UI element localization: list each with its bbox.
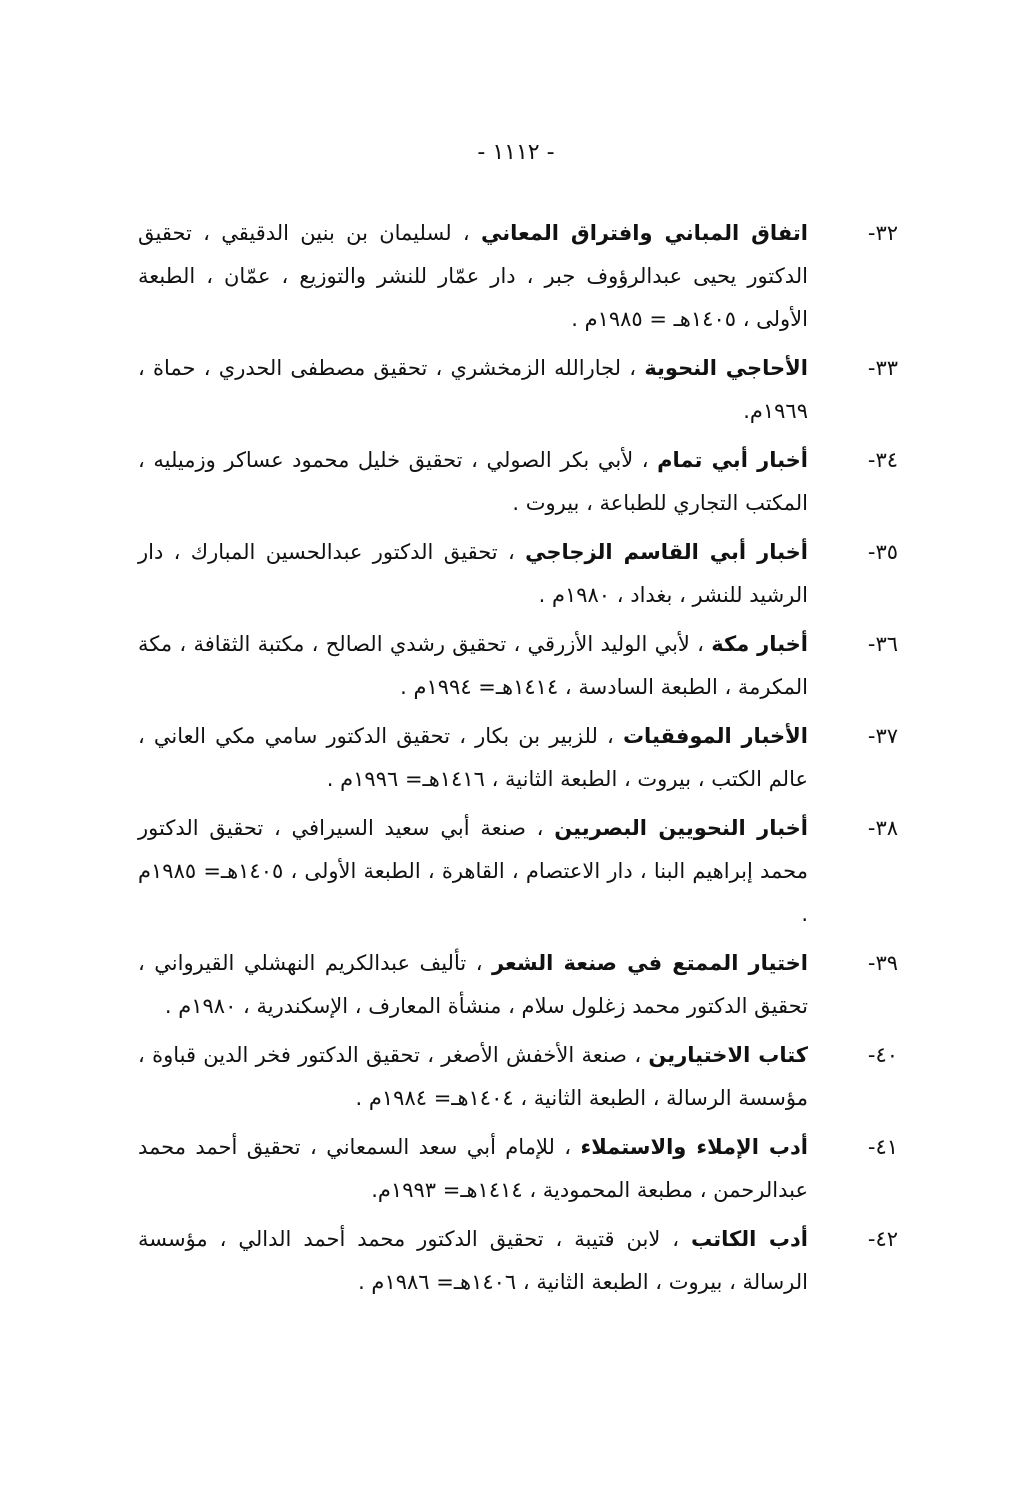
entry-title: اختيار الممتع في صنعة الشعر <box>491 951 808 975</box>
entry-title: اتفاق المباني وافتراق المعاني <box>480 221 808 245</box>
entry-number: ٣٨- <box>867 816 898 840</box>
bibliography-entry <box>138 715 898 801</box>
entry-details: ، للإمام أبي سعد السمعاني ، تحقيق أحمد محمد عبدالرحمن ، مطبعة المحمودية ، ١٤١٤هـ= ١٩٩٣م. <box>138 1135 808 1202</box>
entry-details: ، صنعة الأخفش الأصغر ، تحقيق الدكتور فخر الدين قباوة ، مؤسسة الرسالة ، الطبعة الثانية ، ١٤٠٤هـ= ١٩٨٤م . <box>138 1043 808 1110</box>
page-number: - ١١١٢ - <box>477 140 555 165</box>
entry-number: ٣٦- <box>867 632 898 656</box>
entry-number: ٤١- <box>867 1135 898 1159</box>
entry-number: ٤٠- <box>867 1043 898 1067</box>
entry-title: الأحاجي النحوية <box>644 356 808 380</box>
entry-details: ، لأبي الوليد الأزرقي ، تحقيق رشدي الصالح ، مكتبة الثقافة ، مكة المكرمة ، الطبعة السادسة ، ١٤١٤هـ= ١٩٩٤م . <box>138 632 808 699</box>
entry-number: ٣٥- <box>867 540 898 564</box>
entry-details: ، تأليف عبدالكريم النهشلي القيرواني ، تحقيق الدكتور محمد زغلول سلام ، منشأة المعارف ، الإسكندرية ، ١٩٨٠م . <box>138 951 808 1018</box>
entry-details: ، تحقيق الدكتور عبدالحسين المبارك ، دار الرشيد للنشر ، بغداد ، ١٩٨٠م . <box>138 540 808 607</box>
entry-details: ، لابن قتيبة ، تحقيق الدكتور محمد أحمد الدالي ، مؤسسة الرسالة ، بيروت ، الطبعة الثانية ، ١٤٠٦هـ= ١٩٨٦م . <box>138 1227 808 1294</box>
entry-details: ، للزبير بن بكار ، تحقيق الدكتور سامي مكي العاني ، عالم الكتب ، بيروت ، الطبعة الثانية ، ١٤١٦هـ= ١٩٩٦م . <box>138 724 808 791</box>
entry-title: كتاب الاختيارين <box>648 1043 808 1067</box>
bibliography-entry <box>138 1034 898 1120</box>
entry-number: ٣٢- <box>867 221 898 245</box>
entry-title: أخبار مكة <box>711 632 808 656</box>
bibliography-entry <box>138 531 898 617</box>
entry-details: ، لسليمان بن بنين الدقيقي ، تحقيق الدكتور يحيى عبدالرؤوف جبر ، دار عمّار للنشر والتوزيع ، عمّان ، الطبعة الأولى ، ١٤٠٥هـ = ١٩٨٥م . <box>138 221 808 331</box>
bibliography-list <box>138 212 898 1310</box>
bibliography-entry <box>138 623 898 709</box>
bibliography-entry <box>138 942 898 1028</box>
bibliography-entry <box>138 212 898 341</box>
bibliography-entry <box>138 807 898 936</box>
entry-number: ٣٧- <box>867 724 898 748</box>
entry-title: أدب الإملاء والاستملاء <box>580 1135 809 1159</box>
bibliography-entry <box>138 439 898 525</box>
entry-title: الأخبار الموفقيات <box>622 724 808 748</box>
bibliography-entry <box>138 347 898 433</box>
entry-details: ، لجارالله الزمخشري ، تحقيق مصطفى الحدري ، حماة ، ١٩٦٩م. <box>138 356 808 423</box>
entry-title: أخبار النحويين البصريين <box>554 816 808 840</box>
entry-title: أخبار أبي القاسم الزجاجي <box>525 540 808 564</box>
entry-title: أخبار أبي تمام <box>657 448 808 472</box>
bibliography-entry <box>138 1218 898 1304</box>
bibliography-entry <box>138 1126 898 1212</box>
entry-number: ٣٤- <box>867 448 898 472</box>
entry-details: ، صنعة أبي سعيد السيرافي ، تحقيق الدكتور محمد إبراهيم البنا ، دار الاعتصام ، القاهرة ، الطبعة الأولى ، ١٤٠٥هـ= ١٩٨٥م . <box>138 816 808 926</box>
entry-number: ٣٩- <box>867 951 898 975</box>
entry-number: ٣٣- <box>867 356 898 380</box>
entry-number: ٤٢- <box>867 1227 898 1251</box>
entry-details: ، لأبي بكر الصولي ، تحقيق خليل محمود عساكر وزميليه ، المكتب التجاري للطباعة ، بيروت . <box>138 448 808 515</box>
entry-title: أدب الكاتب <box>691 1227 808 1251</box>
